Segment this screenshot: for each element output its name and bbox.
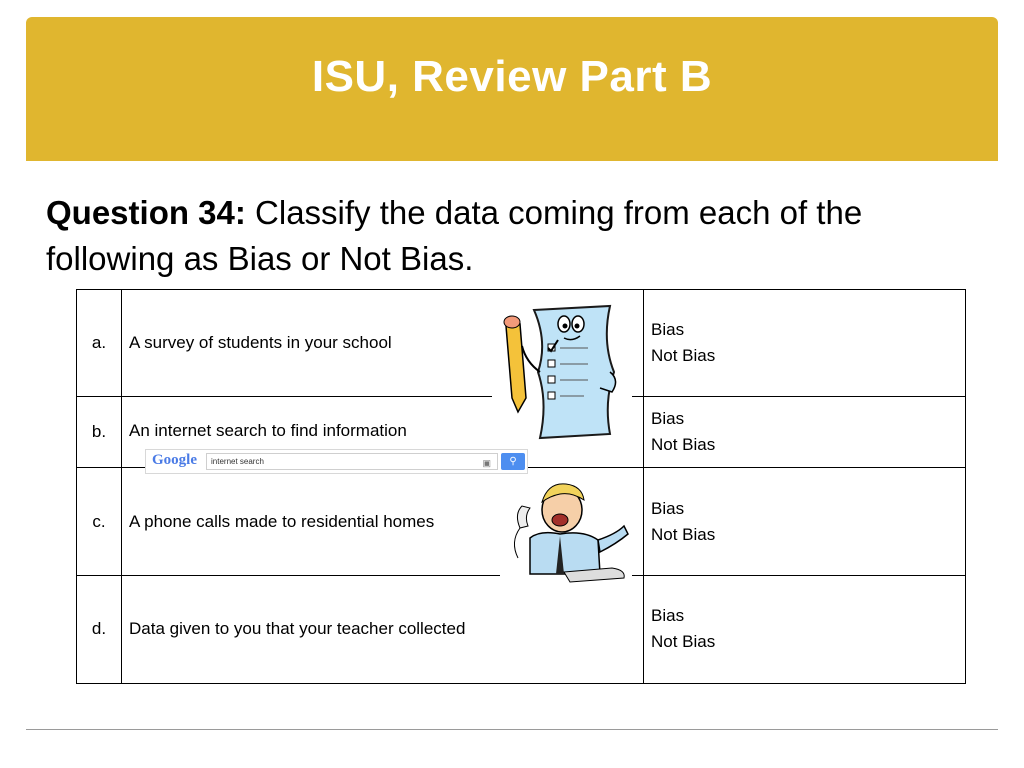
option-not-bias: Not Bias bbox=[651, 632, 716, 652]
footer-divider bbox=[26, 729, 998, 730]
search-icon: ⚲ bbox=[501, 453, 525, 470]
google-query-text: internet search bbox=[211, 457, 264, 466]
google-search-input bbox=[206, 453, 498, 470]
camera-icon: ▣ bbox=[482, 458, 491, 468]
question-body: Classify the data coming from each of the following as Bias or Not Bias. bbox=[46, 194, 863, 277]
row-options bbox=[644, 290, 966, 397]
table-row bbox=[77, 575, 966, 683]
row-letter: d. bbox=[77, 575, 122, 683]
row-options bbox=[644, 468, 966, 575]
survey-clipboard-pencil-clipart bbox=[492, 302, 632, 442]
row-description: A phone calls made to residential homes bbox=[122, 468, 644, 575]
option-not-bias: Not Bias bbox=[651, 435, 716, 455]
question-label: Question 34: bbox=[46, 194, 246, 231]
row-letter: b. bbox=[77, 397, 122, 468]
row-options bbox=[644, 575, 966, 683]
row-description: Data given to you that your teacher collected bbox=[122, 575, 644, 683]
man-on-phone-clipart bbox=[500, 478, 632, 586]
row-letter: c. bbox=[77, 468, 122, 575]
row-description: A survey of students in your school bbox=[122, 290, 644, 397]
option-bias: Bias bbox=[651, 320, 685, 340]
row-letter: a. bbox=[77, 290, 122, 397]
row-options bbox=[644, 397, 966, 468]
option-not-bias: Not Bias bbox=[651, 524, 716, 544]
title-banner bbox=[26, 17, 998, 161]
slide-title: ISU, Review Part B bbox=[311, 52, 713, 101]
google-search-bar-image bbox=[145, 449, 528, 474]
option-bias: Bias bbox=[651, 409, 685, 429]
row-description: An internet search to find information bbox=[122, 397, 644, 468]
question-text bbox=[46, 190, 986, 282]
option-bias: Bias bbox=[651, 498, 685, 518]
google-logo: Google bbox=[152, 452, 197, 468]
option-bias: Bias bbox=[651, 606, 685, 626]
option-not-bias: Not Bias bbox=[651, 346, 716, 366]
